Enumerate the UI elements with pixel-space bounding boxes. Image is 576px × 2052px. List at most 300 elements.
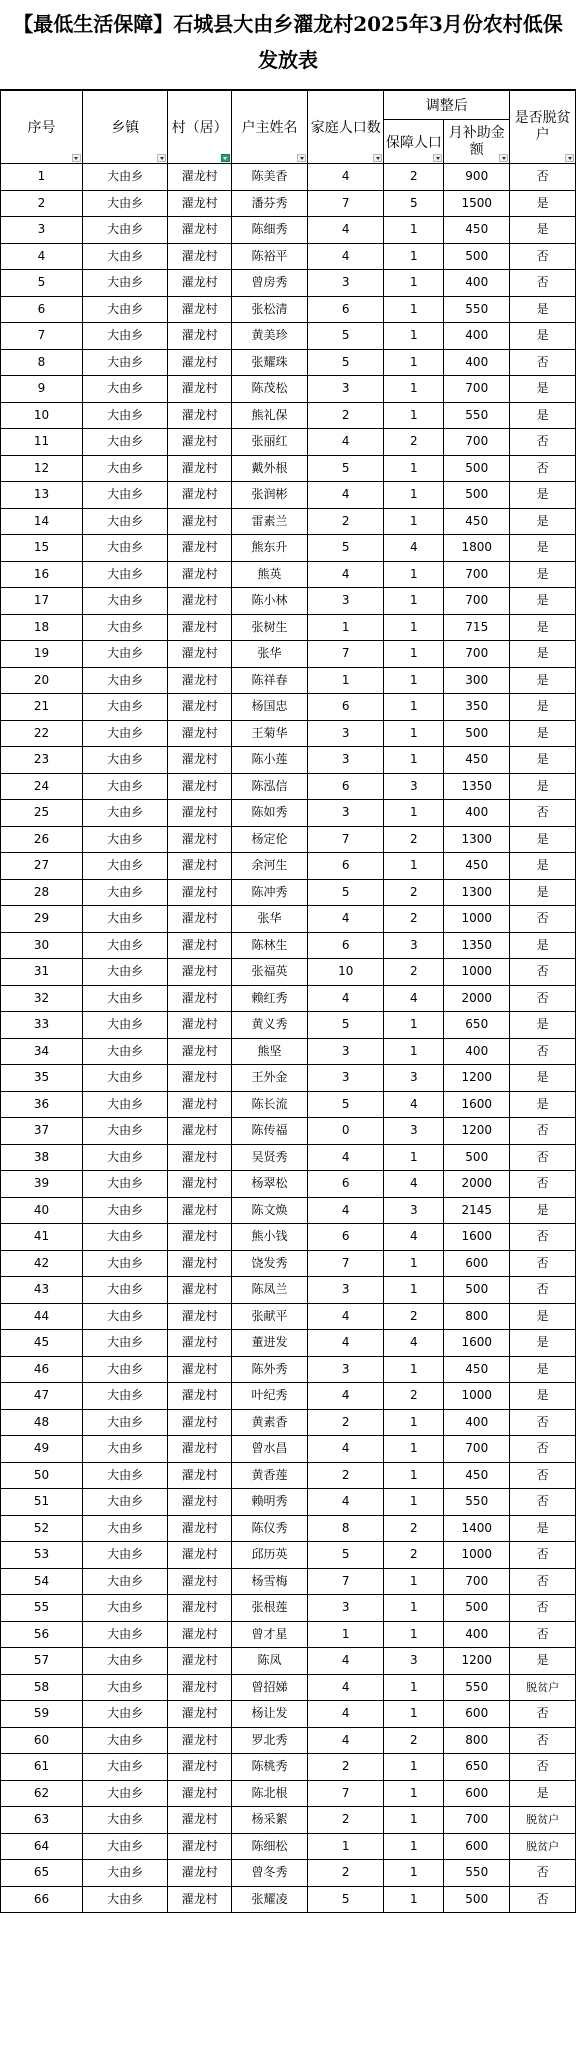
covered-cell[interactable]: 2	[384, 1515, 444, 1542]
covered-cell[interactable]: 1	[384, 1595, 444, 1622]
poverty-exit-cell[interactable]: 是	[510, 482, 576, 509]
head-name-cell[interactable]: 张华	[231, 906, 307, 933]
family-size-cell[interactable]: 5	[308, 879, 384, 906]
poverty-exit-cell[interactable]: 是	[510, 323, 576, 350]
head-name-cell[interactable]: 戴外根	[231, 455, 307, 482]
covered-cell[interactable]: 5	[384, 190, 444, 217]
village-cell[interactable]: 濯龙村	[168, 349, 232, 376]
covered-cell[interactable]: 2	[384, 1727, 444, 1754]
head-name-cell[interactable]: 杨采絮	[231, 1807, 307, 1834]
family-size-cell[interactable]: 4	[308, 1674, 384, 1701]
head-name-cell[interactable]: 陈裕平	[231, 243, 307, 270]
poverty-exit-cell[interactable]: 否	[510, 270, 576, 297]
village-cell[interactable]: 濯龙村	[168, 720, 232, 747]
seq-cell[interactable]: 66	[1, 1886, 83, 1913]
seq-cell[interactable]: 23	[1, 747, 83, 774]
monthly-aid-cell[interactable]: 550	[444, 296, 510, 323]
seq-cell[interactable]: 3	[1, 217, 83, 244]
head-name-cell[interactable]: 杨翠松	[231, 1171, 307, 1198]
covered-cell[interactable]: 4	[384, 1091, 444, 1118]
monthly-aid-cell[interactable]: 400	[444, 800, 510, 827]
village-cell[interactable]: 濯龙村	[168, 402, 232, 429]
head-name-cell[interactable]: 张耀凌	[231, 1886, 307, 1913]
township-cell[interactable]: 大由乡	[82, 1144, 167, 1171]
monthly-aid-cell[interactable]: 500	[444, 1886, 510, 1913]
head-name-cell[interactable]: 熊东升	[231, 535, 307, 562]
head-name-cell[interactable]: 陈冲秀	[231, 879, 307, 906]
covered-cell[interactable]: 2	[384, 906, 444, 933]
township-cell[interactable]: 大由乡	[82, 482, 167, 509]
poverty-exit-cell[interactable]: 是	[510, 1648, 576, 1675]
head-name-cell[interactable]: 王外金	[231, 1065, 307, 1092]
poverty-exit-cell[interactable]: 否	[510, 243, 576, 270]
head-name-cell[interactable]: 陈北根	[231, 1780, 307, 1807]
township-cell[interactable]: 大由乡	[82, 349, 167, 376]
seq-cell[interactable]: 62	[1, 1780, 83, 1807]
poverty-exit-cell[interactable]: 是	[510, 879, 576, 906]
village-cell[interactable]: 濯龙村	[168, 1886, 232, 1913]
monthly-aid-cell[interactable]: 550	[444, 1489, 510, 1516]
covered-cell[interactable]: 1	[384, 1462, 444, 1489]
covered-cell[interactable]: 1	[384, 1356, 444, 1383]
monthly-aid-cell[interactable]: 500	[444, 1595, 510, 1622]
covered-cell[interactable]: 4	[384, 1224, 444, 1251]
village-cell[interactable]: 濯龙村	[168, 1833, 232, 1860]
village-cell[interactable]: 濯龙村	[168, 323, 232, 350]
poverty-exit-cell[interactable]: 是	[510, 535, 576, 562]
poverty-exit-cell[interactable]: 否	[510, 1860, 576, 1887]
village-cell[interactable]: 濯龙村	[168, 376, 232, 403]
seq-cell[interactable]: 7	[1, 323, 83, 350]
monthly-aid-cell[interactable]: 500	[444, 1144, 510, 1171]
family-size-cell[interactable]: 1	[308, 1621, 384, 1648]
township-cell[interactable]: 大由乡	[82, 985, 167, 1012]
family-size-cell[interactable]: 3	[308, 800, 384, 827]
monthly-aid-cell[interactable]: 350	[444, 694, 510, 721]
village-cell[interactable]: 濯龙村	[168, 1356, 232, 1383]
head-name-cell[interactable]: 陈外秀	[231, 1356, 307, 1383]
covered-cell[interactable]: 2	[384, 959, 444, 986]
covered-cell[interactable]: 3	[384, 932, 444, 959]
head-name-cell[interactable]: 陈细松	[231, 1833, 307, 1860]
seq-cell[interactable]: 65	[1, 1860, 83, 1887]
seq-cell[interactable]: 9	[1, 376, 83, 403]
seq-cell[interactable]: 41	[1, 1224, 83, 1251]
head-name-cell[interactable]: 张福英	[231, 959, 307, 986]
village-cell[interactable]: 濯龙村	[168, 694, 232, 721]
township-cell[interactable]: 大由乡	[82, 1091, 167, 1118]
township-cell[interactable]: 大由乡	[82, 1886, 167, 1913]
family-size-cell[interactable]: 4	[308, 1727, 384, 1754]
poverty-exit-cell[interactable]: 是	[510, 667, 576, 694]
family-size-cell[interactable]: 4	[308, 985, 384, 1012]
monthly-aid-cell[interactable]: 650	[444, 1754, 510, 1781]
covered-cell[interactable]: 1	[384, 508, 444, 535]
covered-cell[interactable]: 4	[384, 535, 444, 562]
village-cell[interactable]: 濯龙村	[168, 879, 232, 906]
township-cell[interactable]: 大由乡	[82, 588, 167, 615]
head-name-cell[interactable]: 叶纪秀	[231, 1383, 307, 1410]
family-size-cell[interactable]: 4	[308, 1330, 384, 1357]
township-cell[interactable]: 大由乡	[82, 1515, 167, 1542]
family-size-cell[interactable]: 4	[308, 164, 384, 191]
seq-cell[interactable]: 4	[1, 243, 83, 270]
seq-cell[interactable]: 29	[1, 906, 83, 933]
poverty-exit-cell[interactable]: 是	[510, 694, 576, 721]
family-size-cell[interactable]: 5	[308, 1012, 384, 1039]
poverty-exit-cell[interactable]: 是	[510, 376, 576, 403]
head-name-cell[interactable]: 王菊华	[231, 720, 307, 747]
covered-cell[interactable]: 2	[384, 826, 444, 853]
monthly-aid-cell[interactable]: 715	[444, 614, 510, 641]
head-name-cell[interactable]: 陈小莲	[231, 747, 307, 774]
poverty-exit-cell[interactable]: 否	[510, 164, 576, 191]
covered-cell[interactable]: 1	[384, 1409, 444, 1436]
monthly-aid-cell[interactable]: 600	[444, 1780, 510, 1807]
covered-cell[interactable]: 1	[384, 1568, 444, 1595]
filter-dropdown-icon[interactable]	[157, 154, 166, 162]
monthly-aid-cell[interactable]: 800	[444, 1303, 510, 1330]
township-cell[interactable]: 大由乡	[82, 455, 167, 482]
covered-cell[interactable]: 2	[384, 1303, 444, 1330]
township-cell[interactable]: 大由乡	[82, 1197, 167, 1224]
poverty-exit-cell[interactable]: 否	[510, 1224, 576, 1251]
village-cell[interactable]: 濯龙村	[168, 535, 232, 562]
seq-cell[interactable]: 49	[1, 1436, 83, 1463]
seq-cell[interactable]: 46	[1, 1356, 83, 1383]
seq-cell[interactable]: 61	[1, 1754, 83, 1781]
family-size-cell[interactable]: 3	[308, 588, 384, 615]
village-cell[interactable]: 濯龙村	[168, 1383, 232, 1410]
head-name-cell[interactable]: 陈茂松	[231, 376, 307, 403]
head-name-cell[interactable]: 罗北秀	[231, 1727, 307, 1754]
poverty-exit-cell[interactable]: 是	[510, 720, 576, 747]
seq-cell[interactable]: 55	[1, 1595, 83, 1622]
monthly-aid-cell[interactable]: 900	[444, 164, 510, 191]
family-size-cell[interactable]: 3	[308, 1595, 384, 1622]
seq-cell[interactable]: 64	[1, 1833, 83, 1860]
seq-cell[interactable]: 60	[1, 1727, 83, 1754]
family-size-cell[interactable]: 4	[308, 1701, 384, 1728]
poverty-exit-cell[interactable]: 是	[510, 1330, 576, 1357]
head-name-cell[interactable]: 陈林生	[231, 932, 307, 959]
monthly-aid-cell[interactable]: 1600	[444, 1091, 510, 1118]
family-size-cell[interactable]: 6	[308, 853, 384, 880]
monthly-aid-cell[interactable]: 700	[444, 1568, 510, 1595]
village-cell[interactable]: 濯龙村	[168, 1648, 232, 1675]
family-size-cell[interactable]: 2	[308, 1807, 384, 1834]
family-size-cell[interactable]: 7	[308, 1250, 384, 1277]
poverty-exit-cell[interactable]: 是	[510, 614, 576, 641]
poverty-exit-cell[interactable]: 否	[510, 1144, 576, 1171]
head-name-cell[interactable]: 陈如秀	[231, 800, 307, 827]
head-name-cell[interactable]: 陈长流	[231, 1091, 307, 1118]
village-cell[interactable]: 濯龙村	[168, 1780, 232, 1807]
poverty-exit-cell[interactable]: 是	[510, 1012, 576, 1039]
poverty-exit-cell[interactable]: 是	[510, 773, 576, 800]
seq-cell[interactable]: 45	[1, 1330, 83, 1357]
township-cell[interactable]: 大由乡	[82, 1595, 167, 1622]
poverty-exit-cell[interactable]: 否	[510, 1595, 576, 1622]
village-cell[interactable]: 濯龙村	[168, 455, 232, 482]
monthly-aid-cell[interactable]: 300	[444, 667, 510, 694]
filter-dropdown-icon[interactable]	[433, 154, 442, 162]
family-size-cell[interactable]: 6	[308, 1171, 384, 1198]
seq-cell[interactable]: 28	[1, 879, 83, 906]
head-name-cell[interactable]: 杨国忠	[231, 694, 307, 721]
covered-cell[interactable]: 3	[384, 773, 444, 800]
village-cell[interactable]: 濯龙村	[168, 1197, 232, 1224]
village-cell[interactable]: 濯龙村	[168, 1224, 232, 1251]
monthly-aid-cell[interactable]: 1200	[444, 1118, 510, 1145]
covered-cell[interactable]: 1	[384, 588, 444, 615]
family-size-cell[interactable]: 3	[308, 747, 384, 774]
family-size-cell[interactable]: 4	[308, 1144, 384, 1171]
township-cell[interactable]: 大由乡	[82, 1489, 167, 1516]
head-name-cell[interactable]: 陈美香	[231, 164, 307, 191]
family-size-cell[interactable]: 8	[308, 1515, 384, 1542]
head-name-cell[interactable]: 黄素香	[231, 1409, 307, 1436]
township-cell[interactable]: 大由乡	[82, 270, 167, 297]
head-name-cell[interactable]: 张丽红	[231, 429, 307, 456]
monthly-aid-cell[interactable]: 1300	[444, 879, 510, 906]
monthly-aid-cell[interactable]: 2145	[444, 1197, 510, 1224]
family-size-cell[interactable]: 7	[308, 1780, 384, 1807]
family-size-cell[interactable]: 2	[308, 1754, 384, 1781]
village-cell[interactable]: 濯龙村	[168, 959, 232, 986]
poverty-exit-cell[interactable]: 是	[510, 1197, 576, 1224]
monthly-aid-cell[interactable]: 400	[444, 1621, 510, 1648]
head-name-cell[interactable]: 黄香莲	[231, 1462, 307, 1489]
filter-dropdown-icon[interactable]	[373, 154, 382, 162]
seq-cell[interactable]: 11	[1, 429, 83, 456]
covered-cell[interactable]: 1	[384, 853, 444, 880]
covered-cell[interactable]: 4	[384, 1330, 444, 1357]
covered-cell[interactable]: 1	[384, 1833, 444, 1860]
family-size-cell[interactable]: 4	[308, 1436, 384, 1463]
seq-cell[interactable]: 56	[1, 1621, 83, 1648]
monthly-aid-cell[interactable]: 450	[444, 1356, 510, 1383]
monthly-aid-cell[interactable]: 1000	[444, 906, 510, 933]
township-cell[interactable]: 大由乡	[82, 773, 167, 800]
monthly-aid-cell[interactable]: 600	[444, 1833, 510, 1860]
filter-dropdown-icon[interactable]	[499, 154, 508, 162]
head-name-cell[interactable]: 曾冬秀	[231, 1860, 307, 1887]
village-cell[interactable]: 濯龙村	[168, 853, 232, 880]
covered-cell[interactable]: 1	[384, 296, 444, 323]
covered-cell[interactable]: 1	[384, 270, 444, 297]
covered-cell[interactable]: 3	[384, 1065, 444, 1092]
township-cell[interactable]: 大由乡	[82, 720, 167, 747]
seq-cell[interactable]: 24	[1, 773, 83, 800]
covered-cell[interactable]: 1	[384, 1780, 444, 1807]
covered-cell[interactable]: 2	[384, 879, 444, 906]
poverty-exit-cell[interactable]: 否	[510, 1701, 576, 1728]
col-header-poverty-exit[interactable]	[510, 91, 576, 164]
seq-cell[interactable]: 38	[1, 1144, 83, 1171]
filter-active-icon[interactable]	[221, 154, 230, 162]
village-cell[interactable]: 濯龙村	[168, 1489, 232, 1516]
township-cell[interactable]: 大由乡	[82, 1462, 167, 1489]
township-cell[interactable]: 大由乡	[82, 1754, 167, 1781]
township-cell[interactable]: 大由乡	[82, 879, 167, 906]
covered-cell[interactable]: 1	[384, 243, 444, 270]
head-name-cell[interactable]: 张根莲	[231, 1595, 307, 1622]
monthly-aid-cell[interactable]: 450	[444, 217, 510, 244]
family-size-cell[interactable]: 4	[308, 1489, 384, 1516]
head-name-cell[interactable]: 陈凤	[231, 1648, 307, 1675]
monthly-aid-cell[interactable]: 2000	[444, 1171, 510, 1198]
monthly-aid-cell[interactable]: 1500	[444, 190, 510, 217]
covered-cell[interactable]: 1	[384, 561, 444, 588]
poverty-exit-cell[interactable]: 否	[510, 1038, 576, 1065]
poverty-exit-cell[interactable]: 否	[510, 1462, 576, 1489]
covered-cell[interactable]: 3	[384, 1197, 444, 1224]
seq-cell[interactable]: 42	[1, 1250, 83, 1277]
village-cell[interactable]: 濯龙村	[168, 1118, 232, 1145]
village-cell[interactable]: 濯龙村	[168, 1171, 232, 1198]
poverty-exit-cell[interactable]: 否	[510, 906, 576, 933]
seq-cell[interactable]: 13	[1, 482, 83, 509]
head-name-cell[interactable]: 赖红秀	[231, 985, 307, 1012]
poverty-exit-cell[interactable]: 是	[510, 190, 576, 217]
poverty-exit-cell[interactable]: 否	[510, 959, 576, 986]
poverty-exit-cell[interactable]: 是	[510, 217, 576, 244]
poverty-exit-cell[interactable]: 是	[510, 1356, 576, 1383]
seq-cell[interactable]: 43	[1, 1277, 83, 1304]
head-name-cell[interactable]: 陈仪秀	[231, 1515, 307, 1542]
seq-cell[interactable]: 8	[1, 349, 83, 376]
village-cell[interactable]: 濯龙村	[168, 1250, 232, 1277]
seq-cell[interactable]: 47	[1, 1383, 83, 1410]
head-name-cell[interactable]: 饶发秀	[231, 1250, 307, 1277]
covered-cell[interactable]: 1	[384, 349, 444, 376]
seq-cell[interactable]: 58	[1, 1674, 83, 1701]
monthly-aid-cell[interactable]: 1200	[444, 1648, 510, 1675]
village-cell[interactable]: 濯龙村	[168, 296, 232, 323]
family-size-cell[interactable]: 6	[308, 296, 384, 323]
seq-cell[interactable]: 19	[1, 641, 83, 668]
township-cell[interactable]: 大由乡	[82, 1224, 167, 1251]
village-cell[interactable]: 濯龙村	[168, 1091, 232, 1118]
monthly-aid-cell[interactable]: 600	[444, 1250, 510, 1277]
poverty-exit-cell[interactable]: 是	[510, 1303, 576, 1330]
poverty-exit-cell[interactable]: 否	[510, 1171, 576, 1198]
head-name-cell[interactable]: 曾才星	[231, 1621, 307, 1648]
village-cell[interactable]: 濯龙村	[168, 588, 232, 615]
township-cell[interactable]: 大由乡	[82, 1701, 167, 1728]
village-cell[interactable]: 濯龙村	[168, 1277, 232, 1304]
family-size-cell[interactable]: 2	[308, 402, 384, 429]
seq-cell[interactable]: 54	[1, 1568, 83, 1595]
monthly-aid-cell[interactable]: 500	[444, 720, 510, 747]
monthly-aid-cell[interactable]: 1600	[444, 1330, 510, 1357]
poverty-exit-cell[interactable]: 否	[510, 1277, 576, 1304]
township-cell[interactable]: 大由乡	[82, 1568, 167, 1595]
seq-cell[interactable]: 1	[1, 164, 83, 191]
family-size-cell[interactable]: 4	[308, 1383, 384, 1410]
head-name-cell[interactable]: 熊英	[231, 561, 307, 588]
poverty-exit-cell[interactable]: 是	[510, 1515, 576, 1542]
family-size-cell[interactable]: 4	[308, 1197, 384, 1224]
family-size-cell[interactable]: 2	[308, 1860, 384, 1887]
village-cell[interactable]: 濯龙村	[168, 1462, 232, 1489]
village-cell[interactable]: 濯龙村	[168, 270, 232, 297]
poverty-exit-cell[interactable]: 否	[510, 1621, 576, 1648]
township-cell[interactable]: 大由乡	[82, 296, 167, 323]
seq-cell[interactable]: 25	[1, 800, 83, 827]
covered-cell[interactable]: 1	[384, 1038, 444, 1065]
family-size-cell[interactable]: 3	[308, 376, 384, 403]
township-cell[interactable]: 大由乡	[82, 667, 167, 694]
head-name-cell[interactable]: 陈祥春	[231, 667, 307, 694]
village-cell[interactable]: 濯龙村	[168, 243, 232, 270]
head-name-cell[interactable]: 陈细秀	[231, 217, 307, 244]
monthly-aid-cell[interactable]: 700	[444, 1807, 510, 1834]
covered-cell[interactable]: 4	[384, 1171, 444, 1198]
village-cell[interactable]: 濯龙村	[168, 1542, 232, 1569]
covered-cell[interactable]: 1	[384, 1860, 444, 1887]
covered-cell[interactable]: 1	[384, 1674, 444, 1701]
head-name-cell[interactable]: 董进发	[231, 1330, 307, 1357]
head-name-cell[interactable]: 潘芬秀	[231, 190, 307, 217]
village-cell[interactable]: 濯龙村	[168, 1330, 232, 1357]
head-name-cell[interactable]: 杨让发	[231, 1701, 307, 1728]
seq-cell[interactable]: 18	[1, 614, 83, 641]
township-cell[interactable]: 大由乡	[82, 826, 167, 853]
village-cell[interactable]: 濯龙村	[168, 482, 232, 509]
seq-cell[interactable]: 50	[1, 1462, 83, 1489]
family-size-cell[interactable]: 5	[308, 455, 384, 482]
monthly-aid-cell[interactable]: 1000	[444, 1542, 510, 1569]
village-cell[interactable]: 濯龙村	[168, 1621, 232, 1648]
seq-cell[interactable]: 27	[1, 853, 83, 880]
family-size-cell[interactable]: 1	[308, 1833, 384, 1860]
family-size-cell[interactable]: 2	[308, 508, 384, 535]
col-header-family-size[interactable]	[308, 91, 384, 164]
head-name-cell[interactable]: 吴贤秀	[231, 1144, 307, 1171]
monthly-aid-cell[interactable]: 1600	[444, 1224, 510, 1251]
col-header-township[interactable]	[82, 91, 167, 164]
poverty-exit-cell[interactable]: 否	[510, 800, 576, 827]
head-name-cell[interactable]: 曾水昌	[231, 1436, 307, 1463]
village-cell[interactable]: 濯龙村	[168, 1674, 232, 1701]
poverty-exit-cell[interactable]: 是	[510, 932, 576, 959]
village-cell[interactable]: 濯龙村	[168, 800, 232, 827]
family-size-cell[interactable]: 1	[308, 667, 384, 694]
township-cell[interactable]: 大由乡	[82, 217, 167, 244]
township-cell[interactable]: 大由乡	[82, 1409, 167, 1436]
village-cell[interactable]: 濯龙村	[168, 1012, 232, 1039]
monthly-aid-cell[interactable]: 550	[444, 1674, 510, 1701]
poverty-exit-cell[interactable]: 脱贫户	[510, 1807, 576, 1834]
seq-cell[interactable]: 53	[1, 1542, 83, 1569]
township-cell[interactable]: 大由乡	[82, 1038, 167, 1065]
family-size-cell[interactable]: 1	[308, 614, 384, 641]
covered-cell[interactable]: 1	[384, 1754, 444, 1781]
township-cell[interactable]: 大由乡	[82, 747, 167, 774]
poverty-exit-cell[interactable]: 是	[510, 1091, 576, 1118]
township-cell[interactable]: 大由乡	[82, 694, 167, 721]
family-size-cell[interactable]: 6	[308, 1224, 384, 1251]
township-cell[interactable]: 大由乡	[82, 1833, 167, 1860]
seq-cell[interactable]: 48	[1, 1409, 83, 1436]
head-name-cell[interactable]: 曾招娣	[231, 1674, 307, 1701]
village-cell[interactable]: 濯龙村	[168, 1409, 232, 1436]
township-cell[interactable]: 大由乡	[82, 376, 167, 403]
seq-cell[interactable]: 16	[1, 561, 83, 588]
township-cell[interactable]: 大由乡	[82, 959, 167, 986]
